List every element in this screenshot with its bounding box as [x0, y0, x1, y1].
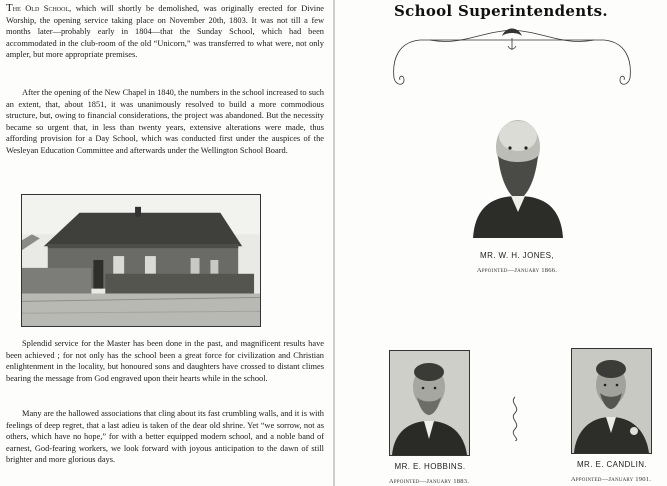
appointed-hobbins: Appointed—January 1883.	[388, 478, 470, 485]
superintendent-name-jones: MR. W. H. JONES,	[480, 251, 554, 260]
page-title: School Superintendents.	[394, 2, 608, 20]
ornamental-flourish	[390, 20, 634, 92]
paragraph-3: Splendid service for the Master has been done in the past, and magnificent results have been achieved ; for not only has the school been a great force for civilization and Christian enlightenment in the locality, but honoured sons and daughters have crossed to distant climes bearing the message from God engraved upon their hearts while in the school.	[6, 339, 324, 383]
superintendent-name-hobbins: MR. E. HOBBINS.	[394, 462, 466, 471]
left-page	[0, 0, 333, 486]
paragraph-1-text: , which will shortly be demolished, was originally erected for Divine Worship, the opening service taking place on November 20th, 1803. It was not till a few months later—probably early in 1804—that the Sunday School, which had been accommodated in the club-room of the old “Unicorn,” was transferred to what were, not only ampler, but more appropriate premises.	[6, 4, 324, 60]
portrait-candlin-image	[572, 349, 651, 453]
old-school-building-image	[22, 195, 260, 326]
old-school-photo	[21, 194, 261, 327]
ornament-squiggle	[508, 395, 522, 441]
portrait-candlin	[571, 348, 652, 454]
portrait-jones-image	[467, 112, 569, 238]
right-page	[335, 0, 667, 486]
paragraph-1	[6, 3, 324, 61]
drop-cap: T	[6, 2, 13, 14]
superintendent-name-candlin: MR. E. CANDLIN.	[576, 460, 647, 469]
paragraph-4: Many are the hallowed associations that cling about its fast crumbling walls, and it is with feelings of deep regret, that a last adieu is taken of the dear old shrine. Yet “we sorrow, not as others, which have no hope,” for with a better equipped modern school, and a noble band of earnest, God-fearing workers, we look forward with joyous anticipation to the dawn of still brighter and more glorious days.	[6, 409, 324, 465]
appointed-candlin: Appointed—January 1901.	[570, 476, 652, 483]
paragraph-2: After the opening of the New Chapel in 1840, the numbers in the school increased to such an extent, that, about 1851, it was unanimously resolved to build a more commodious structure, but, owing to financial considerations, the project was abandoned. But the necessity became so urgent that, in less than twenty years, extensive alterations were made, thus affording provision for a Day School, which was conducted first under the auspices of the Wesleyan Education Committee and afterwards under the Wellington School Board.	[6, 88, 324, 155]
portrait-hobbins-image	[390, 351, 469, 455]
appointed-jones: Appointed—January 1866.	[476, 267, 558, 274]
portrait-jones	[467, 112, 569, 238]
lead-small-caps: he Old School	[12, 4, 70, 13]
portrait-hobbins	[389, 350, 470, 456]
